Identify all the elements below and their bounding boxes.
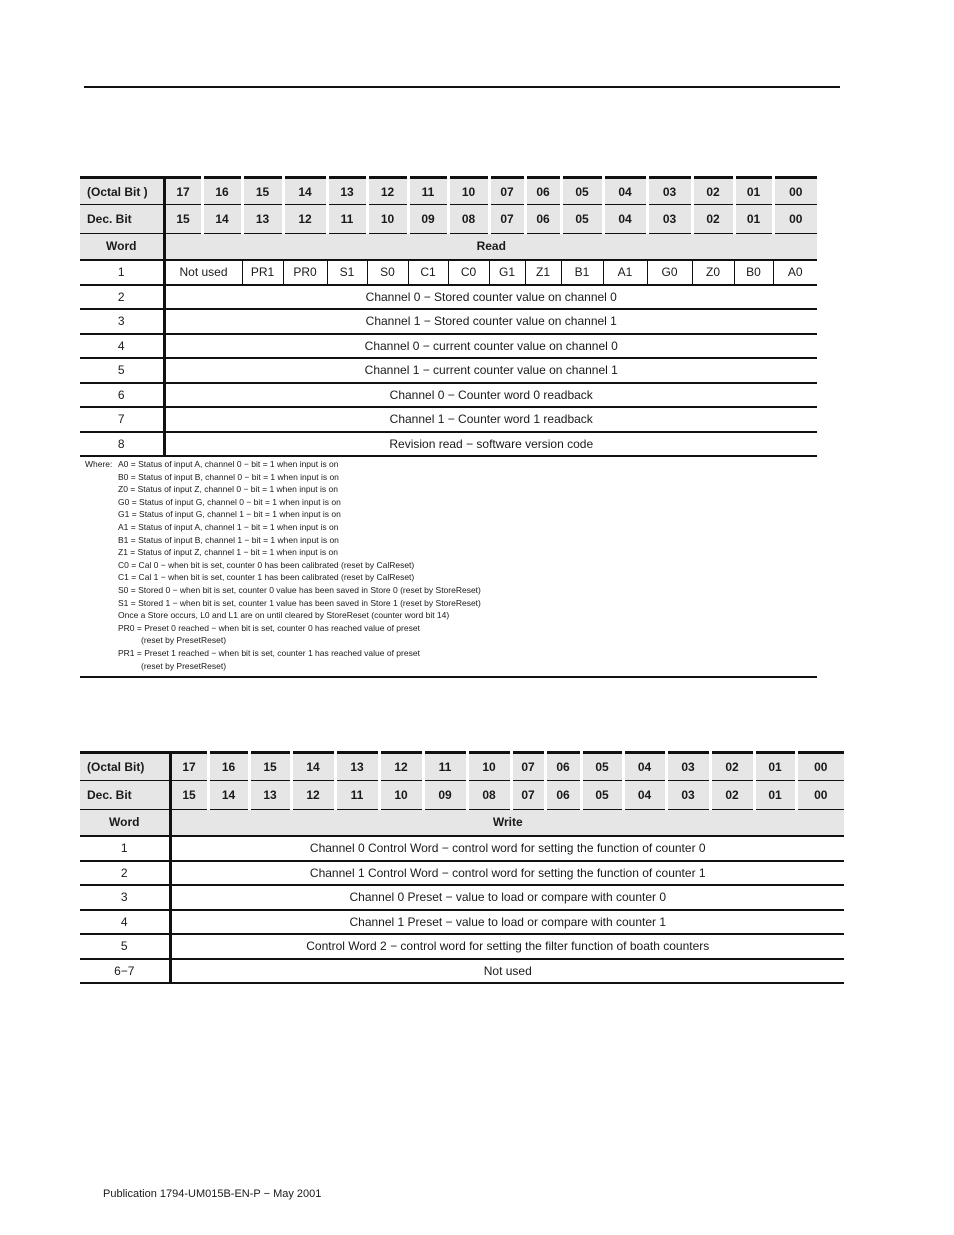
octal-bit-label: (Octal Bit)	[80, 753, 170, 781]
read-bit-map-table	[80, 176, 817, 457]
dec-bit: 01	[754, 781, 796, 810]
table-row	[80, 334, 817, 358]
not-used-cell: Not used	[164, 260, 242, 285]
octal-bit: 00	[773, 178, 817, 205]
table-row	[80, 358, 817, 383]
word-column-label: Word	[80, 810, 170, 836]
dec-bit: 05	[561, 205, 603, 234]
legend-line: PR0 = Preset 0 reached − when bit is set, counter 0 has reached value of preset	[118, 622, 420, 633]
dec-bit: 07	[511, 781, 545, 810]
octal-bit: 16	[202, 178, 242, 205]
word-description: Not used	[170, 959, 844, 983]
dec-bit: 09	[408, 205, 448, 234]
octal-bit: 15	[249, 753, 291, 781]
octal-bit: 14	[283, 178, 327, 205]
word-number: 8	[80, 432, 164, 456]
octal-bit-label: (Octal Bit )	[80, 178, 164, 205]
word-description: Channel 0 − Counter word 0 readback	[164, 383, 817, 407]
word-number: 1	[80, 260, 164, 285]
table-row	[80, 885, 844, 910]
word-description: Revision read − software version code	[164, 432, 817, 456]
word-number: 5	[80, 358, 164, 383]
header-rule	[84, 86, 840, 88]
word-description: Channel 1 − Counter word 1 readback	[164, 407, 817, 432]
table-row	[80, 309, 817, 334]
dec-bit: 00	[796, 781, 844, 810]
octal-bit: 16	[208, 753, 249, 781]
dec-bit: 03	[666, 781, 710, 810]
dec-bit: 15	[170, 781, 208, 810]
dec-bit: 00	[773, 205, 817, 234]
octal-bit: 06	[545, 753, 581, 781]
octal-bit: 03	[647, 178, 692, 205]
dec-bit: 12	[283, 205, 327, 234]
table-row	[80, 432, 817, 456]
legend-line: (reset by PresetReset)	[141, 660, 227, 671]
bit-cell: C1	[408, 260, 448, 285]
bit-cell: B1	[561, 260, 603, 285]
octal-bit: 02	[710, 753, 754, 781]
dec-bit: 10	[367, 205, 408, 234]
bit-cell: B0	[734, 260, 773, 285]
octal-bit: 14	[291, 753, 335, 781]
octal-bit: 04	[603, 178, 647, 205]
table-row	[80, 861, 844, 885]
octal-bit: 17	[170, 753, 208, 781]
word-number: 7	[80, 407, 164, 432]
dec-bit: 05	[581, 781, 623, 810]
legend-line: PR1 = Preset 1 reached − when bit is set, counter 1 has reached value of preset	[118, 647, 420, 658]
word-description: Channel 0 Control Word − control word for setting the function of counter 0	[170, 836, 844, 861]
table-row	[80, 836, 844, 861]
bit-cell: PR0	[283, 260, 327, 285]
dec-bit: 06	[525, 205, 561, 234]
table-row	[80, 959, 844, 983]
word-number: 4	[80, 910, 170, 934]
dec-bit: 15	[164, 205, 202, 234]
legend-line: C1 = Cal 1 − when bit is set, counter 1 has been calibrated (reset by CalReset)	[118, 572, 415, 583]
bit-cell: S0	[367, 260, 408, 285]
legend-line: G1 = Status of input G, channel 1 − bit = 1 when input is on	[118, 509, 341, 520]
word-description: Channel 0 Preset − value to load or compare with counter 0	[170, 885, 844, 910]
write-mode-label: Write	[170, 810, 844, 836]
octal-bit-header-row	[80, 178, 817, 205]
table-row	[80, 934, 844, 959]
word-description: Control Word 2 − control word for setting the filter function of boath counters	[170, 934, 844, 959]
octal-bit: 10	[448, 178, 489, 205]
bit-cell: C0	[448, 260, 489, 285]
dec-bit: 04	[603, 205, 647, 234]
octal-bit: 12	[367, 178, 408, 205]
dec-bit: 12	[291, 781, 335, 810]
octal-bit-header-row	[80, 753, 844, 781]
dec-bit-label: Dec. Bit	[80, 205, 164, 234]
dec-bit-header-row	[80, 205, 817, 234]
publication-footer: Publication 1794-UM015B-EN-P − May 2001	[103, 1188, 322, 1200]
dec-bit: 02	[692, 205, 734, 234]
octal-bit: 00	[796, 753, 844, 781]
octal-bit: 11	[408, 178, 448, 205]
word-description: Channel 1 Preset − value to load or compare with counter 1	[170, 910, 844, 934]
word-mode-row	[80, 810, 844, 836]
word-description: Channel 0 − Stored counter value on channel 0	[164, 285, 817, 309]
dec-bit: 01	[734, 205, 773, 234]
dec-bit: 08	[467, 781, 511, 810]
octal-bit: 06	[525, 178, 561, 205]
word-number: 6−7	[80, 959, 170, 983]
word-number: 3	[80, 885, 170, 910]
legend-label: Where:	[85, 459, 113, 469]
bit-legend	[80, 456, 817, 678]
dec-bit-header-row	[80, 781, 844, 810]
bit-cell: PR1	[242, 260, 283, 285]
octal-bit: 03	[666, 753, 710, 781]
dec-bit: 06	[545, 781, 581, 810]
word-number: 4	[80, 334, 164, 358]
octal-bit: 05	[561, 178, 603, 205]
word-description: Channel 1 − current counter value on channel 1	[164, 358, 817, 383]
dec-bit: 11	[327, 205, 367, 234]
bit-cell: A0	[773, 260, 817, 285]
octal-bit: 07	[489, 178, 525, 205]
octal-bit: 13	[335, 753, 379, 781]
legend-line: Once a Store occurs, L0 and L1 are on until cleared by StoreReset (counter word bit 14)	[118, 610, 450, 621]
octal-bit: 04	[623, 753, 666, 781]
legend-line: A0 = Status of input A, channel 0 − bit = 1 when input is on	[118, 459, 339, 469]
octal-bit: 11	[423, 753, 467, 781]
legend-line: S0 = Stored 0 − when bit is set, counter 0 value has been saved in Store 0 (reset by StoreReset)	[118, 584, 481, 595]
octal-bit: 10	[467, 753, 511, 781]
dec-bit: 13	[242, 205, 283, 234]
word-number: 6	[80, 383, 164, 407]
bit-cell: G1	[489, 260, 525, 285]
dec-bit: 10	[379, 781, 423, 810]
read-mode-label: Read	[164, 234, 817, 260]
table-row	[80, 285, 817, 309]
bit-cell: A1	[603, 260, 647, 285]
legend-line: A1 = Status of input A, channel 1 − bit = 1 when input is on	[118, 521, 339, 532]
octal-bit: 01	[734, 178, 773, 205]
dec-bit: 02	[710, 781, 754, 810]
octal-bit: 05	[581, 753, 623, 781]
word-description: Channel 1 − Stored counter value on channel 1	[164, 309, 817, 334]
octal-bit: 13	[327, 178, 367, 205]
dec-bit: 14	[202, 205, 242, 234]
legend-line: G0 = Status of input G, channel 0 − bit = 1 when input is on	[118, 496, 341, 507]
dec-bit: 14	[208, 781, 249, 810]
legend-line: (reset by PresetReset)	[141, 635, 227, 646]
octal-bit: 02	[692, 178, 734, 205]
dec-bit: 03	[647, 205, 692, 234]
octal-bit: 15	[242, 178, 283, 205]
legend-line: Z0 = Status of input Z, channel 0 − bit = 1 when input is on	[118, 484, 338, 495]
octal-bit: 17	[164, 178, 202, 205]
legend-line: C0 = Cal 0 − when bit is set, counter 0 has been calibrated (reset by CalReset)	[118, 559, 415, 570]
legend-line: B0 = Status of input B, channel 0 − bit = 1 when input is on	[118, 471, 339, 482]
dec-bit: 04	[623, 781, 666, 810]
word-number: 1	[80, 836, 170, 861]
dec-bit: 11	[335, 781, 379, 810]
bit-cell: G0	[647, 260, 692, 285]
octal-bit: 01	[754, 753, 796, 781]
bit-cell: Z0	[692, 260, 734, 285]
dec-bit: 08	[448, 205, 489, 234]
word-mode-row	[80, 234, 817, 260]
dec-bit: 07	[489, 205, 525, 234]
word-number: 2	[80, 861, 170, 885]
word-number: 3	[80, 309, 164, 334]
legend-line: S1 = Stored 1 − when bit is set, counter 1 value has been saved in Store 1 (reset by StoreReset)	[118, 597, 481, 608]
bit-cell: Z1	[525, 260, 561, 285]
dec-bit: 13	[249, 781, 291, 810]
word-column-label: Word	[80, 234, 164, 260]
write-bit-map-table	[80, 751, 844, 984]
word-description: Channel 1 Control Word − control word for setting the function of counter 1	[170, 861, 844, 885]
octal-bit: 07	[511, 753, 545, 781]
legend-line: B1 = Status of input B, channel 1 − bit = 1 when input is on	[118, 534, 339, 545]
legend-line: Z1 = Status of input Z, channel 1 − bit = 1 when input is on	[118, 547, 338, 558]
table-row	[80, 407, 817, 432]
word-number: 2	[80, 285, 164, 309]
bit-cell: S1	[327, 260, 367, 285]
dec-bit: 09	[423, 781, 467, 810]
table-row	[80, 260, 817, 285]
word-description: Channel 0 − current counter value on channel 0	[164, 334, 817, 358]
word-number: 5	[80, 934, 170, 959]
table-row	[80, 910, 844, 934]
octal-bit: 12	[379, 753, 423, 781]
table-row	[80, 383, 817, 407]
dec-bit-label: Dec. Bit	[80, 781, 170, 810]
